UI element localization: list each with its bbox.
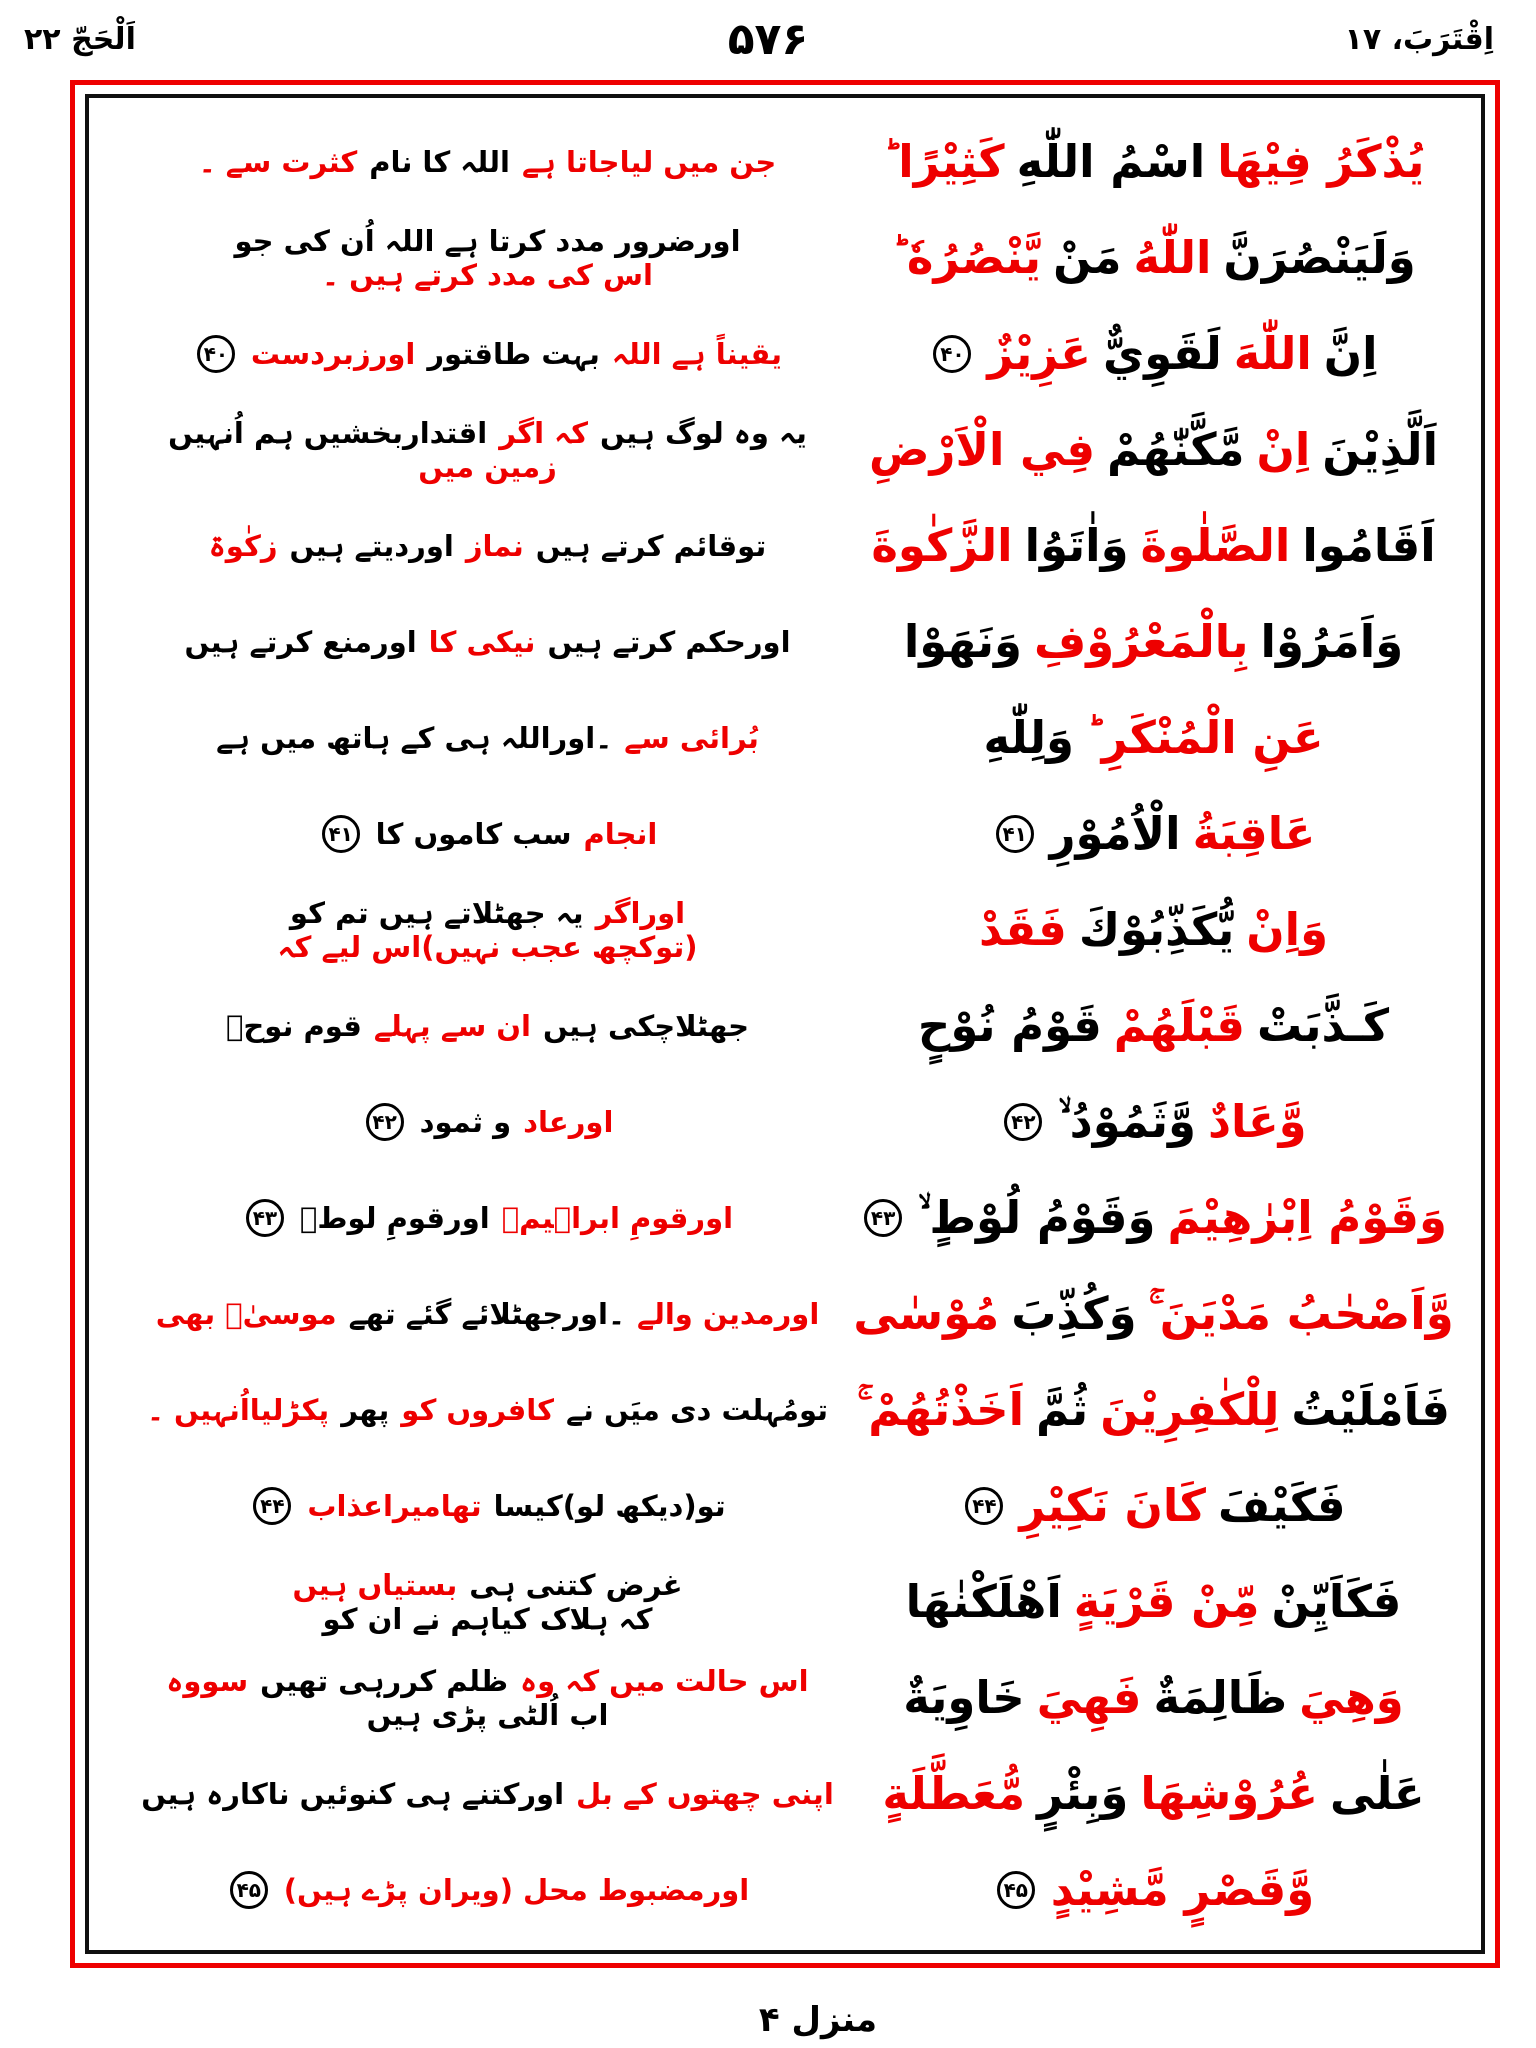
text-segment-black: اب اُلٹی پڑی ہیں [366,1698,609,1732]
text-segment-black: وَّثَمُوْدُ ۙ [1058,1094,1196,1148]
text-segment-red: كَانَ نَكِيْرِ [1019,1478,1206,1532]
text-segment-red: فَهِيَ [1036,1670,1142,1724]
urdu-translation-line [115,1074,852,1170]
verse-number-badge: ۴۵ [230,1871,268,1909]
arabic-verse-line [852,1842,1455,1938]
text-segment-black: توقائم کرتے ہیں [535,528,767,563]
text-segment-black: تومُہلت دی میَں نے [565,1392,829,1427]
text-segment-black: لَقَوِيٌّ [1103,326,1222,380]
text-segment-black: اَقَامُوا [1302,518,1436,572]
text-segment-black: کہ ہلاک کیاہم نے ان کو [322,1602,653,1636]
arabic-verse-line [852,114,1455,210]
arabic-verse-line [852,1650,1455,1746]
arabic-verse-line [852,1746,1455,1842]
text-segment-black: قَوْمُ نُوْحٍ [917,998,1102,1052]
text-segment-black: ۔اورجھٹلائے گئے تھے [348,1296,625,1331]
text-segment-red: یقیناً ہے اللہ [611,336,783,371]
text-segment-black: اورمنع کرتے ہیں [184,624,417,659]
text-segment-red: مُوْسٰى [853,1286,1000,1340]
text-segment-red: اورمدین والے [636,1296,820,1331]
text-segment-red: پکڑلیااُنہیں ۔ [146,1392,330,1427]
text-segment-black: ظلم کررہی تھیں [260,1663,509,1698]
text-segment-black: خَاوِيَةٌ [903,1670,1025,1724]
urdu-translation-line [115,498,852,594]
text-segment-black: وَنَهَوْا [903,614,1023,668]
text-segment-red: اس کی مدد کرتے ہیں ۔ [322,258,653,292]
text-segment-red: وَّقَصْرٍ مَّشِيْدٍ [1050,1862,1315,1916]
verse-row [115,690,1455,786]
text-segment-red: کافروں کو [401,1392,554,1427]
verse-row [115,1458,1455,1554]
text-segment-black: اوردیتے ہیں [289,528,454,563]
verse-row [115,1170,1455,1266]
verse-number-badge: ۴۲ [366,1103,404,1141]
header-surah-name: اَلْحَجّ ۲۲ [24,22,136,57]
urdu-translation-line [115,1842,852,1938]
arabic-verse-line [852,594,1455,690]
text-segment-black: فَاَمْلَيْتُ [1291,1382,1451,1436]
text-segment-red: سووہ [166,1663,249,1698]
text-segment-red: وَّعَادٌ [1207,1094,1307,1148]
page-black-frame [85,94,1485,1954]
text-segment-red: الزَّكٰوةَ [871,518,1013,572]
verse-number-badge: ۴۳ [246,1199,284,1237]
text-segment-black: غرض کتنی ہی [469,1567,683,1602]
arabic-verse-line [852,1266,1455,1362]
arabic-verse-line [852,1170,1455,1266]
arabic-verse-line [852,690,1455,786]
text-segment-red: اَخَذْتُهُمْ ۚ [857,1382,1024,1436]
text-segment-red: زکٰوۃ [208,528,278,563]
arabic-verse-line [852,1362,1455,1458]
text-segment-black: وَبِئْرٍ [1037,1766,1129,1820]
urdu-translation-line [115,978,852,1074]
text-segment-red: (توکچھ عجب نہیں)اس لیے کہ [277,930,698,964]
text-segment-black: ثُمَّ [1036,1382,1089,1436]
urdu-translation-line [115,882,852,978]
text-segment-red: اورقومِ ابراہیمؑ [501,1200,734,1235]
urdu-translation-line [115,690,852,786]
verse-number-badge: ۴۰ [933,335,971,373]
text-segment-red: عَاقِبَةُ [1192,806,1316,860]
text-segment-black: اورضرور مدد کرتا ہے اللہ اُن کی جو [234,223,741,258]
urdu-translation-line [115,1266,852,1362]
text-segment-black: كَـذَّبَتْ [1257,998,1390,1052]
urdu-translation-line [115,1746,852,1842]
text-segment-black: سب کاموں کا [375,816,572,851]
arabic-verse-line [852,498,1455,594]
verse-row [115,1266,1455,1362]
text-segment-red: بستیاں ہیں [292,1567,458,1602]
verse-number-badge: ۴۵ [997,1871,1035,1909]
arabic-verse-line [852,1074,1455,1170]
arabic-verse-line [852,1554,1455,1650]
text-segment-red: اِنْ [1256,422,1311,476]
text-segment-red: زمین میں [418,450,557,484]
verse-row [115,1362,1455,1458]
text-segment-red: وَقَوْمُ اِبْرٰهِيْمَ [1167,1190,1447,1244]
verse-row [115,786,1455,882]
text-segment-red: عُرُوْشِهَا [1140,1766,1318,1820]
text-segment-red: وَهِيَ [1299,1670,1404,1724]
urdu-translation-line [115,786,852,882]
header-juz-name: اِقْتَرَبَ، ۱۷ [1344,22,1494,57]
text-segment-black: فَكَاَيِّنْ [1271,1574,1402,1628]
text-segment-black: وَقَوْمُ لُوْطٍ ۙ [918,1190,1156,1244]
text-segment-red: موسیٰؑ بھی [155,1296,337,1331]
urdu-translation-line [115,306,852,402]
text-segment-red: اورمضبوط محل (ویران پڑے ہیں) [283,1872,750,1907]
text-segment-red: يُذْكَرُ فِيْهَا [1217,134,1425,188]
text-segment-red: فَقَدْ [978,902,1067,956]
arabic-verse-line [852,1458,1455,1554]
verse-row [115,882,1455,978]
verse-row [115,498,1455,594]
text-segment-black: فَكَيْفَ [1217,1478,1346,1532]
urdu-translation-line [115,114,852,210]
verse-number-badge: ۴۱ [996,815,1034,853]
text-segment-black: وَكُذِّبَ [1011,1286,1137,1340]
verse-row [115,306,1455,402]
verse-row [115,1842,1455,1938]
header-page-number: ۵۷۶ [727,14,809,65]
text-segment-red: يَّنْصُرُهٗ ؕ [891,230,1042,284]
text-segment-black: مَنْ [1053,230,1122,284]
text-segment-red: کثرت سے ۔ [198,144,358,179]
text-segment-red: بُرائی سے [624,720,759,755]
urdu-translation-line [115,1458,852,1554]
text-segment-red: عَنِ الْمُنْكَرِ ؕ [1085,710,1324,764]
verse-row [115,1074,1455,1170]
text-segment-red: بِالْمَعْرُوْفِ [1034,614,1249,668]
text-segment-red: اورعاد [523,1104,614,1139]
text-segment-black: بہت طاقتور [427,336,600,371]
text-segment-black: یہ وہ لوگ ہیں [600,415,807,450]
text-segment-red: ان سے پہلے [373,1008,531,1043]
page-red-frame [70,80,1500,1968]
arabic-verse-line [852,306,1455,402]
verse-row [115,1650,1455,1746]
text-segment-black: اورقومِ لوطؑ [299,1200,490,1235]
text-segment-black: ۔اوراللہ ہی کے ہاتھ میں ہے [216,720,613,755]
text-segment-black: پھر [341,1392,390,1427]
urdu-translation-line [115,1170,852,1266]
verse-row [115,1746,1455,1842]
text-segment-red: لِلْكٰفِرِيْنَ [1100,1382,1280,1436]
text-segment-black: اَلَّذِيْنَ [1322,422,1439,476]
arabic-verse-line [852,402,1455,498]
verse-row [115,594,1455,690]
arabic-verse-line [852,978,1455,1074]
text-segment-black: اَهْلَكْنٰهَا [905,1574,1062,1628]
verse-row [115,210,1455,306]
urdu-translation-line [115,210,852,306]
text-segment-black: وَلِلّٰهِ [983,710,1074,764]
text-segment-red: تھامیراعذاب [307,1488,482,1523]
text-segment-red: نماز [465,528,524,563]
text-segment-black: و ثمود [419,1104,512,1139]
verse-number-badge: ۴۴ [253,1487,291,1525]
text-segment-black: وَلَيَنْصُرَنَّ [1223,230,1416,284]
text-segment-black: اِنَّ [1323,326,1378,380]
urdu-translation-line [115,402,852,498]
text-segment-black: اورحکم کرتے ہیں [547,624,791,659]
arabic-verse-line [852,786,1455,882]
text-segment-red: قَبْلَهُمْ [1113,998,1245,1052]
text-segment-red: مِّنْ قَرْيَةٍ [1073,1574,1260,1628]
text-segment-red: اپنی چھتوں کے بل [576,1776,834,1811]
text-segment-red: انجام [583,816,658,851]
text-segment-black: مَّكَّنّٰهُمْ [1107,422,1245,476]
text-segment-red: اس حالت میں کہ وہ [520,1663,809,1698]
text-segment-black: قوم نوحؑ [225,1008,362,1043]
arabic-verse-line [852,882,1455,978]
text-segment-black: يُّكَذِّبُوْكَ [1078,902,1235,956]
text-segment-black: الْاُمُوْرِ [1049,806,1181,860]
verse-row [115,978,1455,1074]
arabic-verse-line [852,210,1455,306]
text-segment-black: اسْمُ اللّٰهِ [1016,134,1206,188]
text-segment-black: جھٹلاچکی ہیں [543,1008,750,1043]
text-segment-red: فِي الْاَرْضِ [869,422,1096,476]
text-segment-black: اللہ کا نام [369,144,510,179]
text-segment-red: اللّٰهَ [1233,326,1312,380]
text-segment-red: کہ اگر [499,415,588,450]
verse-row [115,402,1455,498]
urdu-translation-line [115,1362,852,1458]
verse-number-badge: ۴۰ [197,335,235,373]
text-segment-black: اورکتنے ہی کنوئیں ناکارہ ہیں [141,1776,565,1811]
text-segment-red: اللّٰهُ [1133,230,1212,284]
urdu-translation-line [115,1650,852,1746]
text-segment-red: وَاِنْ [1246,902,1329,956]
text-segment-red: مُّعَطَّلَةٍ [882,1766,1026,1820]
text-segment-black: یہ جھٹلاتے ہیں تم کو [289,895,584,930]
urdu-translation-line [115,594,852,690]
manzil-footer: منزل ۴ [758,2000,878,2040]
text-segment-red: كَثِيْرًا ؕ [882,134,1005,188]
text-segment-red: الصَّلٰوةَ [1140,518,1291,572]
text-segment-black: عَلٰى [1329,1766,1425,1820]
text-segment-red: نیکی کا [428,624,536,659]
text-segment-black: وَاٰتَوُا [1024,518,1129,572]
verse-row [115,1554,1455,1650]
text-segment-red: عَزِيْزٌ [987,326,1092,380]
text-segment-black: وَاَمَرُوْا [1260,614,1404,668]
verse-number-badge: ۴۲ [1004,1103,1042,1141]
text-segment-black: اقتداربخشیں ہم اُنہیں [168,415,488,450]
verse-row [115,114,1455,210]
verse-number-badge: ۴۴ [965,1487,1003,1525]
text-segment-black: تو(دیکھ لو)کیسا [493,1488,726,1523]
urdu-translation-line [115,1554,852,1650]
text-segment-red: اوراگر [595,895,686,930]
verse-number-badge: ۴۳ [864,1199,902,1237]
verse-rows [115,114,1455,1938]
text-segment-red: جن میں لیاجاتا ہے [521,144,777,179]
text-segment-red: وَّاَصْحٰبُ مَدْيَنَ ۚ [1148,1286,1454,1340]
verse-number-badge: ۴۱ [322,815,360,853]
text-segment-black: ظَالِمَةٌ [1153,1670,1288,1724]
text-segment-red: اورزبردست [250,336,416,371]
